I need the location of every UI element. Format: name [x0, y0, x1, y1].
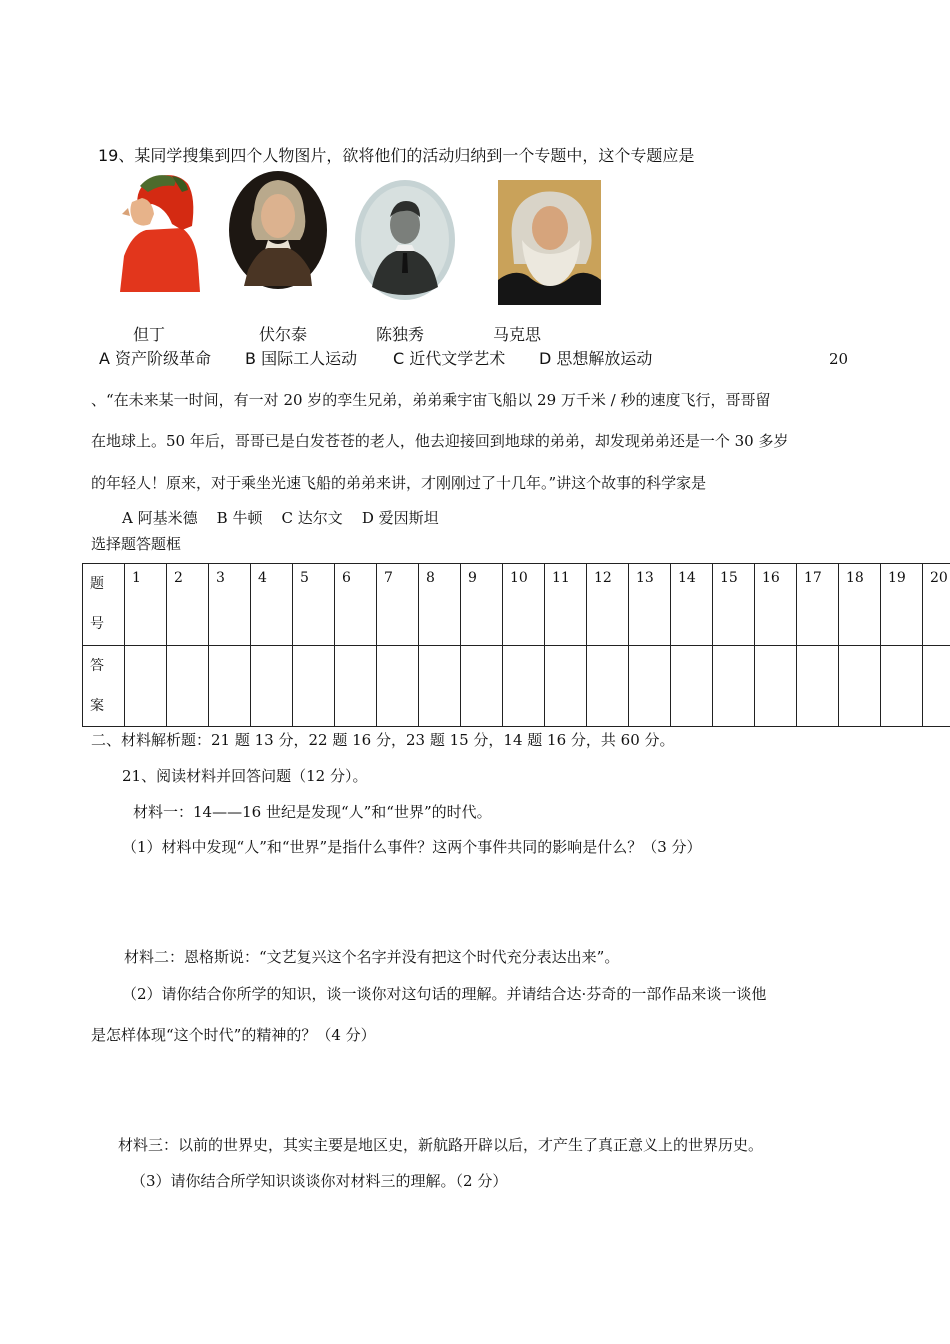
row-header-answer: 答 案: [83, 646, 125, 727]
answer-table-answer-row: [83, 646, 950, 727]
question-number-cell: 15: [713, 564, 755, 646]
answer-cell[interactable]: [167, 646, 209, 727]
question-21-title: 21、阅读材料并回答问题（12 分）。: [122, 767, 368, 785]
answer-cell[interactable]: [419, 646, 461, 727]
marx-portrait: [498, 180, 601, 305]
answer-cell[interactable]: [671, 646, 713, 727]
answer-cell[interactable]: [713, 646, 755, 727]
answer-cell[interactable]: [293, 646, 335, 727]
answer-cell[interactable]: [209, 646, 251, 727]
voltaire-portrait: [228, 170, 328, 290]
answer-cell[interactable]: [587, 646, 629, 727]
section-2-heading: 二、材料解析题：21 题 13 分，22 题 16 分，23 题 15 分，14 题 16 分，共 60 分。: [91, 731, 675, 749]
question-number-cell: 8: [419, 564, 461, 646]
answer-cell[interactable]: [335, 646, 377, 727]
question-number-cell: 17: [797, 564, 839, 646]
answer-table-number-row: [83, 564, 950, 646]
sub-question-1: （1）材料中发现“人”和“世界”是指什么事件？这两个事件共同的影响是什么？（3 分）: [122, 838, 702, 856]
figure-name-chen-duxiu: 陈独秀: [376, 325, 425, 344]
answer-cell[interactable]: [755, 646, 797, 727]
material-1: 材料一：14——16 世纪是发现“人”和“世界”的时代。: [133, 803, 492, 821]
question-number-cell: 5: [293, 564, 335, 646]
chen-duxiu-portrait: [354, 179, 456, 301]
question-number-cell: 16: [755, 564, 797, 646]
q19-option-c: C 近代文学艺术: [393, 349, 506, 368]
question-number-cell: 10: [503, 564, 545, 646]
question-number-cell: 12: [587, 564, 629, 646]
answer-cell[interactable]: [923, 646, 950, 727]
answer-table: [82, 563, 950, 727]
answer-cell[interactable]: [461, 646, 503, 727]
question-20-options: A 阿基米德 B 牛顿 C 达尔文 D 爱因斯坦: [122, 509, 439, 527]
question-20-line-1: 、“在未来某一时间，有一对 20 岁的孪生兄弟，弟弟乘宇宙飞船以 29 万千米 / 秒的速度飞行，哥哥留: [91, 391, 771, 409]
question-number-cell: 7: [377, 564, 419, 646]
row-header-number: 题 号: [83, 564, 125, 646]
q19-option-d: D 思想解放运动: [539, 349, 653, 368]
sub-question-2-line-2: 是怎样体现“这个时代”的精神的？（4 分）: [91, 1026, 376, 1044]
question-number-cell: 18: [839, 564, 881, 646]
question-number-cell: 1: [125, 564, 167, 646]
figure-name-voltaire: 伏尔泰: [259, 325, 308, 344]
answer-cell[interactable]: [881, 646, 923, 727]
figure-name-marx: 马克思: [493, 325, 542, 344]
question-20-line-2: 在地球上。50 年后，哥哥已是白发苍苍的老人，他去迎接回到地球的弟弟，却发现弟弟还是一个 30 多岁: [91, 432, 789, 450]
question-number-cell: 4: [251, 564, 293, 646]
q19-option-a: A 资产阶级革命: [99, 349, 212, 368]
sub-question-2-line-1: （2）请你结合你所学的知识，谈一谈你对这句话的理解。并请结合达·芬奇的一部作品来谈一谈他: [122, 985, 767, 1003]
question-number-cell: 11: [545, 564, 587, 646]
dante-portrait: [112, 168, 204, 296]
answer-cell[interactable]: [503, 646, 545, 727]
question-number-cell: 20: [923, 564, 950, 646]
question-number-cell: 2: [167, 564, 209, 646]
question-number-cell: 14: [671, 564, 713, 646]
answer-cell[interactable]: [377, 646, 419, 727]
answer-cell[interactable]: [797, 646, 839, 727]
question-number-cell: 3: [209, 564, 251, 646]
material-3: 材料三：以前的世界史，其实主要是地区史，新航路开辟以后，才产生了真正意义上的世界历史。: [118, 1136, 764, 1154]
question-number-cell: 19: [881, 564, 923, 646]
q19-option-b: B 国际工人运动: [245, 349, 358, 368]
answer-cell[interactable]: [251, 646, 293, 727]
answer-cell[interactable]: [545, 646, 587, 727]
material-2: 材料二：恩格斯说：“文艺复兴这个名字并没有把这个时代充分表达出来”。: [124, 948, 620, 966]
answer-cell[interactable]: [629, 646, 671, 727]
answer-box-title: 选择题答题框: [91, 535, 182, 553]
question-19-stem: 19、某同学搜集到四个人物图片，欲将他们的活动归纳到一个专题中，这个专题应是: [98, 146, 695, 165]
question-number-cell: 6: [335, 564, 377, 646]
question-20-line-3: 的年轻人！原来，对于乘坐光速飞船的弟弟来讲，才刚刚过了十几年。”讲这个故事的科学家是: [91, 474, 707, 492]
figure-name-dante: 但丁: [133, 325, 166, 344]
question-number-cell: 13: [629, 564, 671, 646]
question-20-number: 20: [829, 350, 849, 368]
answer-cell[interactable]: [125, 646, 167, 727]
sub-question-3: （3）请你结合所学知识谈谈你对材料三的理解。（2 分）: [131, 1172, 508, 1190]
question-number-cell: 9: [461, 564, 503, 646]
answer-cell[interactable]: [839, 646, 881, 727]
